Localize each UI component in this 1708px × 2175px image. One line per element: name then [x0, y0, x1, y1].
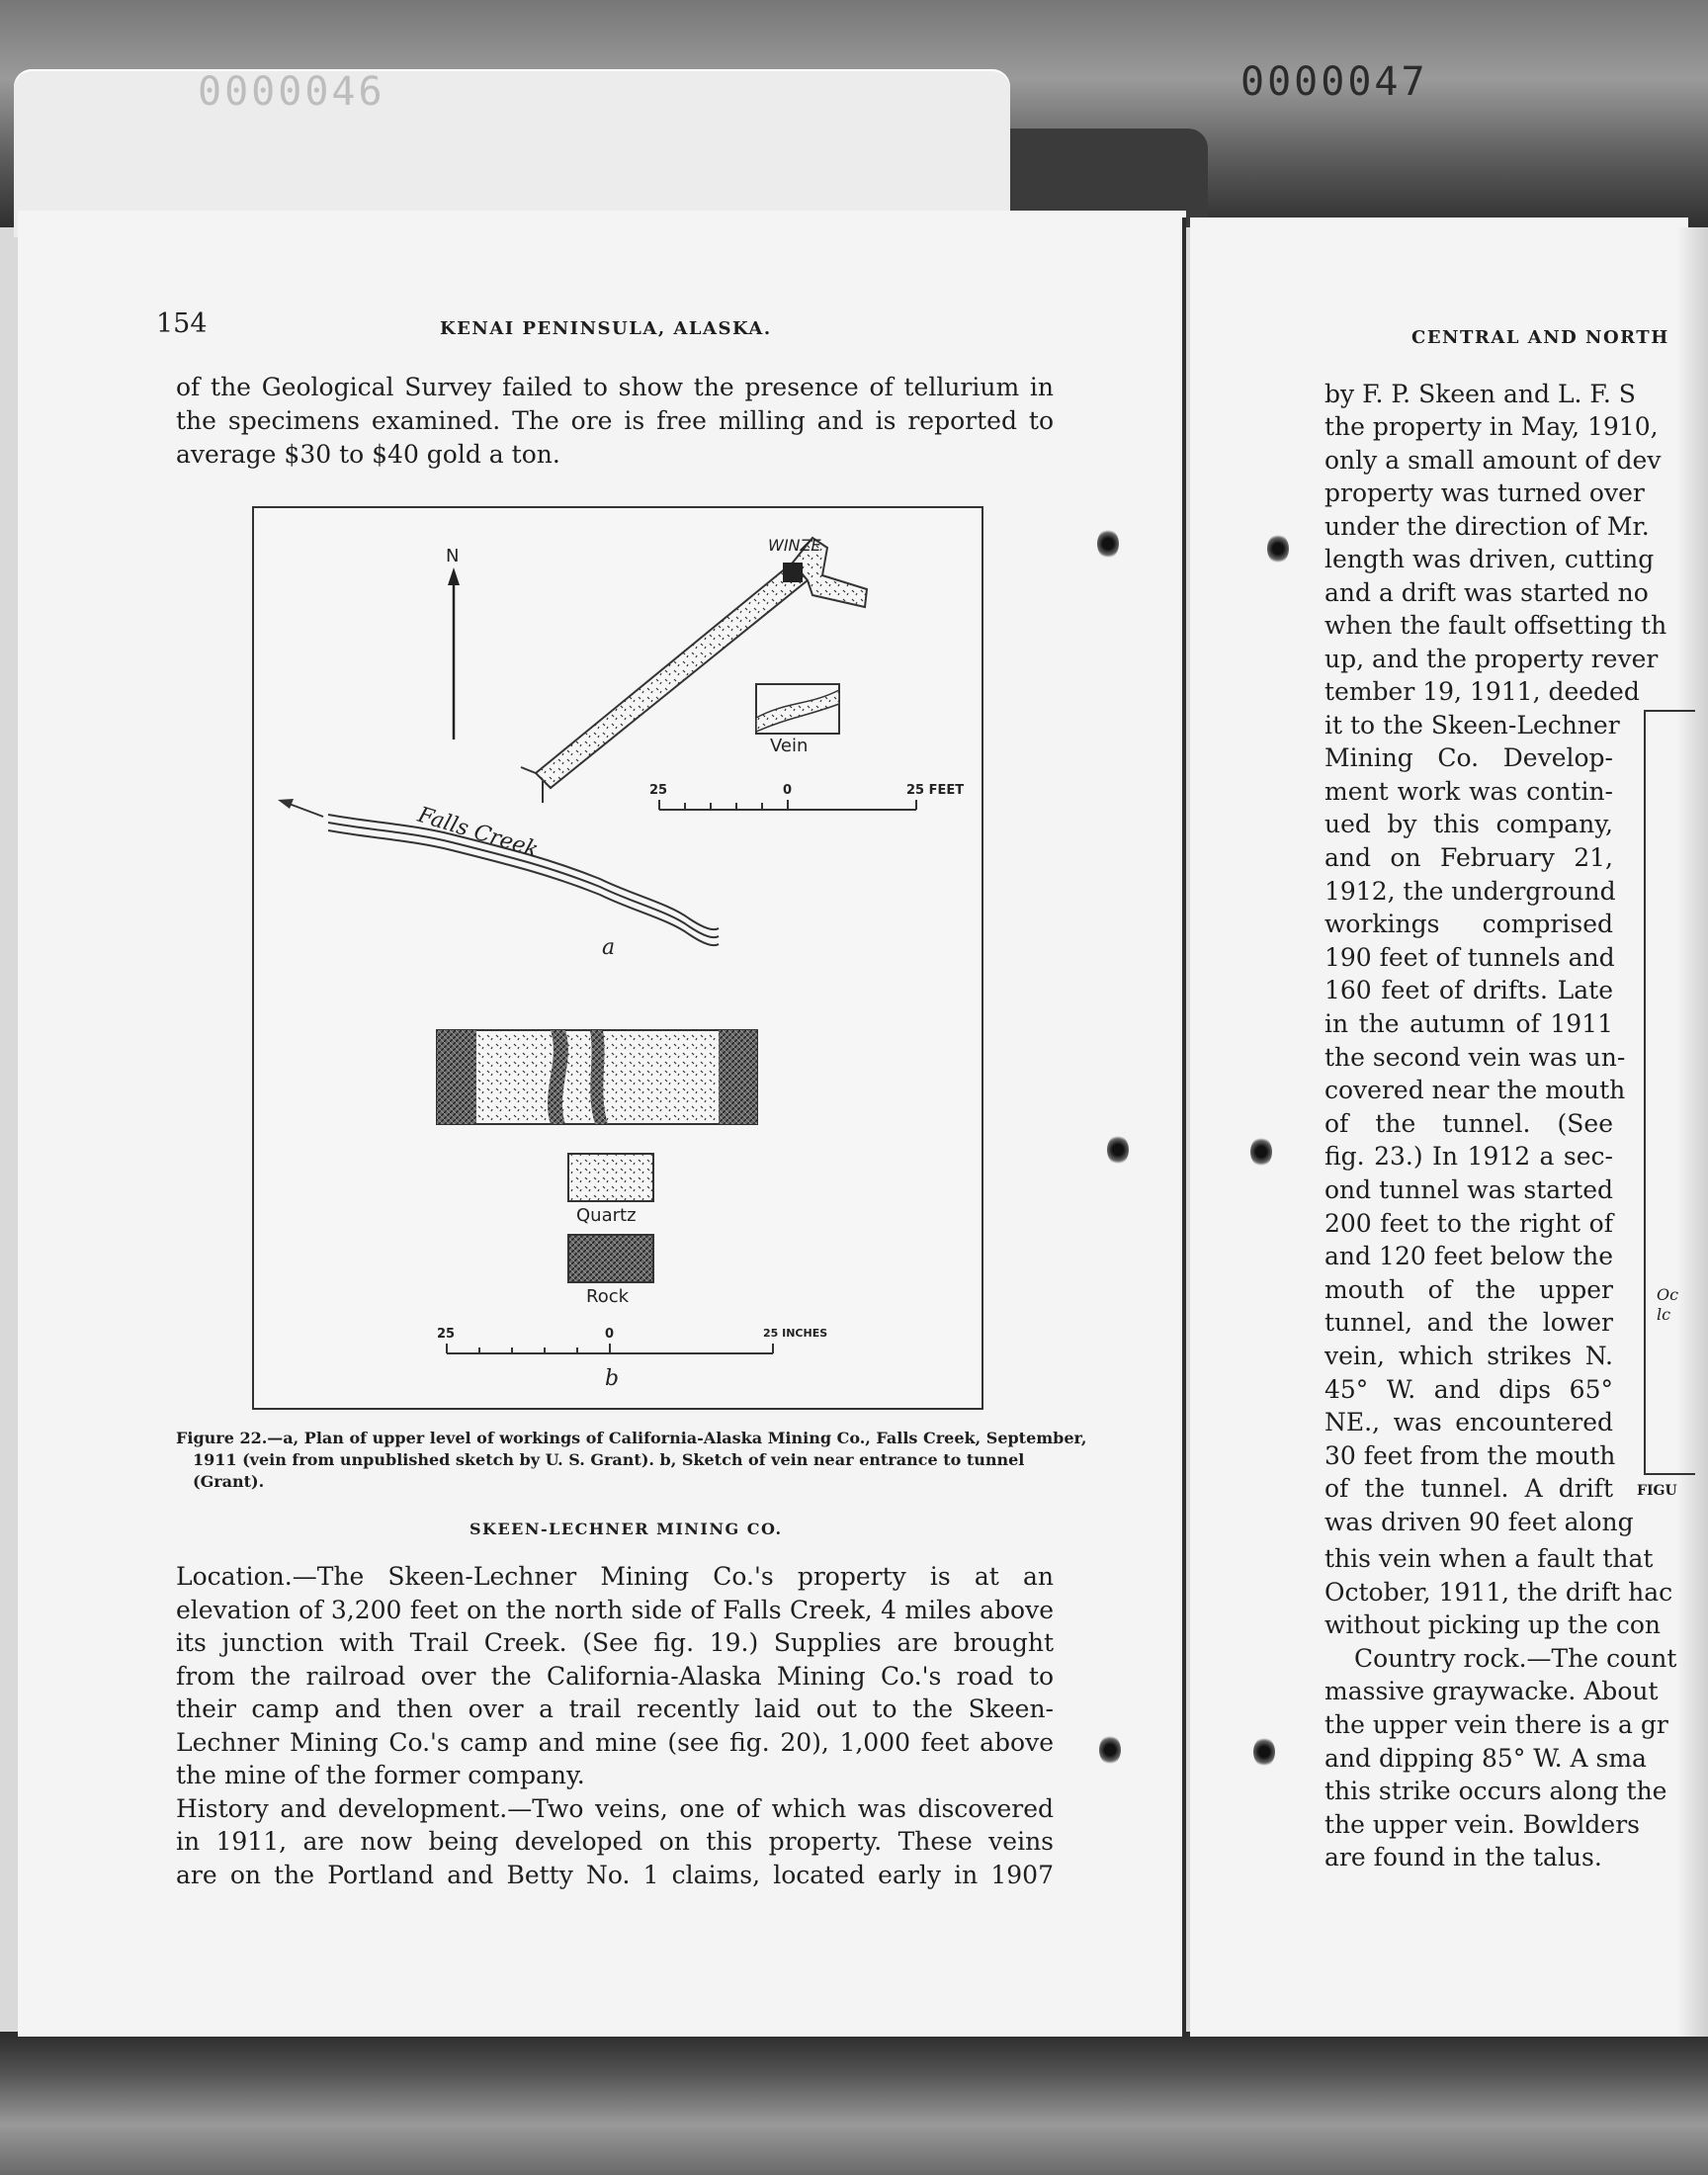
scale-b-right: 25 INCHES [763, 1327, 828, 1340]
punch-hole [1099, 1735, 1121, 1765]
text-line: their camp and then over a trail recently laid out to the Skeen- [176, 1695, 1054, 1723]
text-line: the specimens examined. The ore is free milling and is reported to [176, 406, 1054, 435]
text-line: it to the Skeen-Lechner [1324, 710, 1620, 740]
text-line: the property in May, 1910, [1324, 412, 1659, 441]
text-line: up, and the property rever [1324, 645, 1659, 673]
text-line: tember 19, 1911, deeded [1324, 677, 1640, 706]
text-line: History and development.—Two veins, one of which was discovered [176, 1794, 1054, 1823]
section-heading: SKEEN-LECHNER MINING CO. [470, 1520, 783, 1538]
text-line: Mining Co. Develop- [1324, 743, 1613, 773]
punch-hole [1267, 534, 1289, 564]
scale-bar-inches [447, 1344, 773, 1353]
text-line: are on the Portland and Betty No. 1 claims, located early in 1907 [176, 1861, 1054, 1889]
scale-a-left: 25 [649, 783, 668, 798]
figure-part-a-label: a [602, 935, 616, 960]
quartz-label: Quartz [576, 1205, 637, 1226]
rock-legend [568, 1235, 653, 1282]
vein-section [437, 1030, 757, 1124]
text-line: from the railroad over the California-Alaska Mining Co.'s road to [176, 1662, 1054, 1691]
text-line: the upper vein. Bowlders [1324, 1809, 1640, 1839]
text-line: when the fault offsetting th [1324, 611, 1667, 640]
text-line: only a small amount of dev [1324, 446, 1662, 475]
text-line: of the Geological Survey failed to show the presence of tellurium in [176, 373, 1054, 401]
text-line: October, 1911, the drift hac [1324, 1577, 1673, 1607]
north-label: N [446, 546, 460, 566]
text-line: the second vein was un- [1324, 1042, 1626, 1072]
winze-label: WINZE [768, 536, 821, 555]
scale-a-right: 25 FEET [906, 783, 965, 798]
text-line: mouth of the upper [1324, 1274, 1613, 1304]
text-line: 45° W. and dips 65° [1324, 1374, 1613, 1404]
partial-figure-caption: FIGU [1637, 1483, 1677, 1499]
text-line: ment work was contin- [1324, 776, 1613, 806]
rock-label: Rock [586, 1286, 630, 1307]
text-line: Lechner Mining Co.'s camp and mine (see fig. 20), 1,000 feet above [176, 1728, 1054, 1757]
text-line: without picking up the con [1324, 1610, 1661, 1640]
text-line: 1912, the underground [1324, 876, 1616, 906]
text-line: average $30 to $40 gold a ton. [176, 440, 560, 469]
figure-caption: Figure 22.—a, Plan of upper level of workings of California-Alaska Mining Co., Falls Creek, September, [176, 1429, 1087, 1447]
quartz-legend [568, 1154, 653, 1201]
text-line: elevation of 3,200 feet on the north side of Falls Creek, 4 miles above [176, 1596, 1054, 1624]
text-line: 200 feet to the right of [1324, 1208, 1613, 1238]
page-number: 154 [156, 308, 208, 339]
text-line: of the tunnel. (See [1324, 1108, 1613, 1138]
text-line: covered near the mouth [1324, 1076, 1626, 1105]
text-line: 190 feet of tunnels and [1324, 942, 1615, 972]
text-line: in the autumn of 1911 [1324, 1009, 1613, 1038]
text-line: property was turned over [1324, 478, 1645, 507]
text-line: of the tunnel. A drift [1324, 1474, 1613, 1504]
ghost-stamp: 0000046 [198, 69, 385, 115]
text-line: under the direction of Mr. [1324, 512, 1650, 541]
right-running-head: CENTRAL AND NORTH [1411, 327, 1669, 348]
punch-hole [1253, 1737, 1275, 1767]
text-line: in 1911, are now being developed on this property. These veins [176, 1827, 1054, 1856]
text-line: 160 feet of drifts. Late [1324, 976, 1613, 1005]
figure-caption: 1911 (vein from unpublished sketch by U. S. Grant). b, Sketch of vein near entrance to tunnel [193, 1450, 1025, 1469]
scale-b-mid: 0 [605, 1327, 615, 1342]
scale-a-mid: 0 [783, 783, 793, 798]
punch-hole [1250, 1137, 1272, 1167]
creek-label: Falls Creek [414, 803, 542, 863]
falls-creek [284, 802, 719, 945]
scan-bottom-edge [0, 2032, 1708, 2175]
tunnel-plan [521, 538, 867, 803]
text-line: NE., was encountered [1324, 1408, 1613, 1437]
text-line: fig. 23.) In 1912 a sec- [1324, 1142, 1613, 1172]
text-line: by F. P. Skeen and L. F. S [1324, 380, 1636, 408]
scale-b-left: 25 [437, 1327, 456, 1342]
text-line: Country rock.—The count [1354, 1643, 1677, 1673]
text-line: workings comprised [1324, 910, 1613, 939]
text-line: ued by this company, [1324, 810, 1613, 839]
punch-hole [1097, 529, 1119, 559]
figure-drawing [254, 508, 982, 1408]
text-line: the upper vein there is a gr [1324, 1710, 1668, 1739]
text-line: and a drift was started no [1324, 578, 1649, 607]
text-line: massive graywacke. About [1324, 1677, 1659, 1706]
text-line: this strike occurs along the [1324, 1777, 1667, 1806]
figure-part-b-label: b [605, 1366, 620, 1391]
text-line: length was driven, cutting [1324, 545, 1655, 573]
text-line: vein, which strikes N. [1324, 1342, 1613, 1370]
text-line: was driven 90 feet along [1324, 1508, 1634, 1536]
text-line: tunnel, and the lower [1324, 1308, 1613, 1338]
text-line: and 120 feet below the [1324, 1242, 1613, 1271]
text-line: the mine of the former company. [176, 1761, 585, 1789]
partial-figure-frame [1644, 710, 1695, 1475]
page-stamp: 0000047 [1240, 59, 1428, 105]
vein-label: Vein [770, 736, 809, 756]
text-line: Location.—The Skeen-Lechner Mining Co.'s property is at an [176, 1562, 1054, 1591]
text-line: 30 feet from the mouth [1324, 1440, 1616, 1470]
figure-caption: (Grant). [193, 1472, 265, 1491]
text-line: are found in the talus. [1324, 1843, 1602, 1872]
page-gutter [1182, 218, 1186, 2037]
text-line: and on February 21, [1324, 843, 1613, 872]
figure-22 [252, 506, 983, 1410]
partial-figure-label: Oc lc [1657, 1285, 1679, 1324]
text-line: its junction with Trail Creek. (See fig. 19.) Supplies are brought [176, 1628, 1054, 1657]
scale-bar-feet [659, 800, 916, 810]
text-line: ond tunnel was started [1324, 1175, 1613, 1204]
text-line: this vein when a fault that [1324, 1544, 1654, 1573]
running-head: KENAI PENINSULA, ALASKA. [440, 318, 772, 339]
punch-hole [1107, 1135, 1129, 1165]
text-line: and dipping 85° W. A sma [1324, 1743, 1647, 1773]
winze-marker [783, 563, 803, 582]
